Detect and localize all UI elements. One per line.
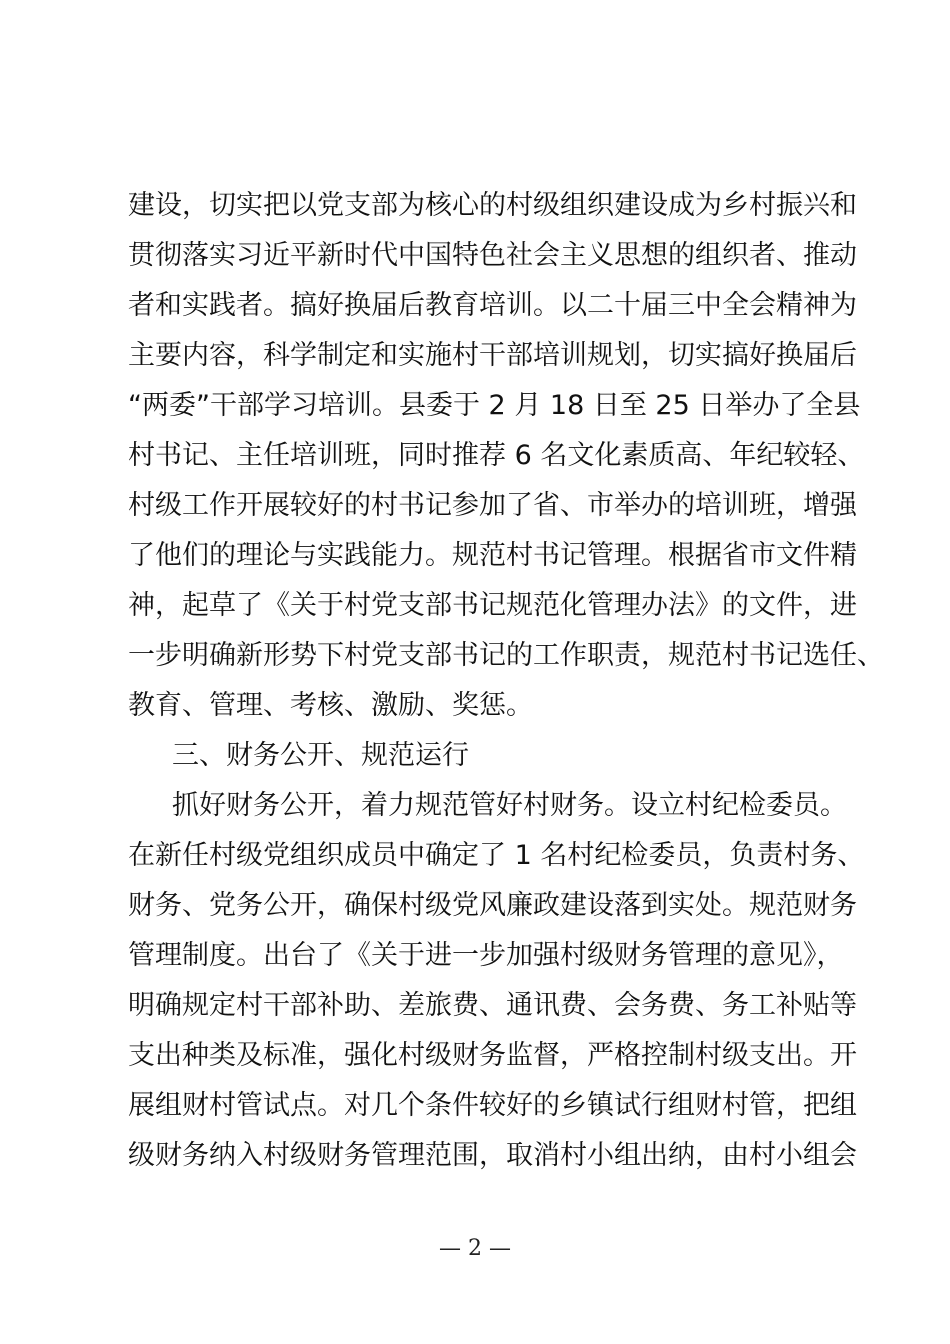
body-text — [128, 186, 884, 1186]
text-line: 教育、管理、考核、激励、奖惩。 — [128, 690, 533, 721]
text-line: 级财务纳入村级财务管理范围，取消村小组出纳，由村小组会 — [128, 1140, 857, 1171]
text-line: 村书记、主任培训班，同时推荐 6 名文化素质高、年纪较轻、 — [128, 440, 865, 471]
page-number: — 2 — — [439, 1236, 511, 1261]
text-line: 支出种类及标准，强化村级财务监督，严格控制村级支出。开 — [128, 1040, 857, 1071]
text-line: 财务、党务公开，确保村级党风廉政建设落到实处。规范财务 — [128, 890, 857, 921]
text-line: 明确规定村干部补助、差旅费、通讯费、会务费、务工补贴等 — [128, 990, 857, 1021]
text-line: 建设，切实把以党支部为核心的村级组织建设成为乡村振兴和 — [128, 190, 857, 221]
text-line: 者和实践者。搞好换届后教育培训。以二十届三中全会精神为 — [128, 290, 857, 321]
text-line: “两委”干部学习培训。县委于 2 月 18 日至 25 日举办了全县 — [128, 390, 861, 421]
text-line: 管理制度。出台了《关于进一步加强村级财务管理的意见》， — [128, 940, 844, 971]
text-line: 了他们的理论与实践能力。规范村书记管理。根据省市文件精 — [128, 540, 857, 571]
text-line: 在新任村级党组织成员中确定了 1 名村纪检委员，负责村务、 — [128, 840, 865, 871]
paragraph-first-line: 抓好财务公开，着力规范管好村财务。设立村纪检委员。 — [172, 790, 847, 821]
text-line: 一步明确新形势下村党支部书记的工作职责，规范村书记选任、 — [128, 640, 884, 671]
text-line: 神，起草了《关于村党支部书记规范化管理办法》的文件，进 — [128, 590, 857, 621]
section-heading: 三、财务公开、规范运行 — [172, 740, 469, 771]
text-line: 贯彻落实习近平新时代中国特色社会主义思想的组织者、推动 — [128, 240, 857, 271]
text-line: 主要内容，科学制定和实施村干部培训规划，切实搞好换届后 — [128, 340, 857, 371]
text-line: 展组财村管试点。对几个条件较好的乡镇试行组财村管，把组 — [128, 1090, 857, 1121]
text-line: 村级工作开展较好的村书记参加了省、市举办的培训班，增强 — [128, 490, 857, 521]
